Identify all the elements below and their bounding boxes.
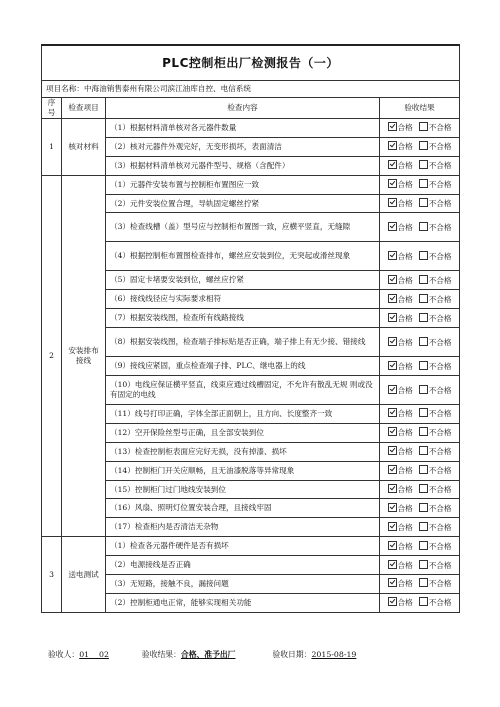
pass-checkbox[interactable] xyxy=(388,560,397,569)
fail-label: 不合格 xyxy=(428,275,452,285)
fail-checkbox[interactable] xyxy=(419,578,428,587)
pass-checkbox[interactable] xyxy=(388,294,397,303)
pass-label: 合格 xyxy=(397,123,413,133)
pass-checkbox[interactable] xyxy=(388,465,397,474)
header-content: 检查内容 xyxy=(106,98,380,119)
pass-label: 合格 xyxy=(397,161,413,171)
report-sheet xyxy=(41,44,459,613)
fail-label: 不合格 xyxy=(428,123,452,133)
fail-checkbox[interactable] xyxy=(419,275,428,284)
fail-checkbox[interactable] xyxy=(419,179,428,188)
pass-checkbox[interactable] xyxy=(388,141,397,150)
pass-label: 合格 xyxy=(397,222,413,232)
fail-label: 不合格 xyxy=(428,503,452,513)
inspector-label: 验收人： xyxy=(48,650,80,659)
fail-label: 不合格 xyxy=(428,199,452,208)
pass-label: 合格 xyxy=(397,199,413,208)
pass-checkbox[interactable] xyxy=(388,408,397,417)
pass-checkbox[interactable] xyxy=(388,198,397,207)
result-cell xyxy=(380,518,460,537)
check-content: （2）元件安装位置合理，导轨固定螺丝拧紧 xyxy=(106,194,380,213)
fail-checkbox[interactable] xyxy=(419,484,428,493)
fail-checkbox[interactable] xyxy=(419,361,428,370)
table-row xyxy=(42,537,460,556)
fail-checkbox[interactable] xyxy=(419,541,428,550)
result-cell xyxy=(380,480,460,499)
table-row xyxy=(42,119,460,138)
pass-checkbox[interactable] xyxy=(388,160,397,169)
pass-label: 合格 xyxy=(397,275,413,285)
fail-label: 不合格 xyxy=(428,294,452,304)
project-name: 项目名称：中海油销售泰州有限公司滨江油库自控、电信系统 xyxy=(42,81,460,98)
result-cell xyxy=(380,556,460,575)
pass-checkbox[interactable] xyxy=(388,385,397,394)
result-label: 验收结果： xyxy=(141,650,181,659)
group-name: 送电测试 xyxy=(62,537,106,613)
fail-checkbox[interactable] xyxy=(419,337,428,346)
pass-checkbox[interactable] xyxy=(388,122,397,131)
fail-label: 不合格 xyxy=(428,541,452,551)
pass-label: 合格 xyxy=(397,313,413,323)
result-cell xyxy=(380,537,460,556)
check-content: （3）根据材料清单核对元器件型号、规格（含配件） xyxy=(106,156,380,175)
check-content: （1）元器件安装布置与控制柜布置图应一致 xyxy=(106,175,380,194)
fail-checkbox[interactable] xyxy=(419,141,428,150)
check-content: （16）风扇、照明灯位置安装合理，且接线牢固 xyxy=(106,499,380,518)
check-content: （2）电源接线是否正确 xyxy=(106,556,380,575)
fail-label: 不合格 xyxy=(428,337,452,347)
group-name: 核对材料 xyxy=(62,119,106,176)
fail-label: 不合格 xyxy=(428,180,452,190)
inspector-value: 01 02 xyxy=(79,650,109,659)
check-content: （1）根据材料清单核对各元器件数量 xyxy=(106,119,380,138)
pass-label: 合格 xyxy=(397,142,413,152)
fail-label: 不合格 xyxy=(428,251,452,261)
result-cell xyxy=(380,175,460,194)
date-value: 2015-08-19 xyxy=(311,650,357,659)
check-content: （1）检查各元器件硬件是否有损坏 xyxy=(106,537,380,556)
result-cell xyxy=(380,575,460,594)
result-cell xyxy=(380,461,460,480)
report-footer xyxy=(48,649,468,660)
table-row xyxy=(42,175,460,194)
fail-label: 不合格 xyxy=(428,447,452,457)
pass-label: 合格 xyxy=(397,337,413,347)
result-cell xyxy=(380,290,460,309)
pass-checkbox[interactable] xyxy=(388,361,397,370)
fail-label: 不合格 xyxy=(428,361,452,371)
check-content: （6）接线线径应与实际要求相符 xyxy=(106,290,380,309)
result-cell xyxy=(380,423,460,442)
check-content: （11）线号打印正确，字体全部正面朝上，且方向、长度整齐一致 xyxy=(106,405,380,424)
fail-checkbox[interactable] xyxy=(419,294,428,303)
fail-checkbox[interactable] xyxy=(419,408,428,417)
pass-label: 合格 xyxy=(397,294,413,304)
fail-checkbox[interactable] xyxy=(419,198,428,207)
fail-checkbox[interactable] xyxy=(419,522,428,531)
result-cell xyxy=(380,328,460,357)
pass-label: 合格 xyxy=(397,522,413,532)
fail-checkbox[interactable] xyxy=(419,313,428,322)
pass-label: 合格 xyxy=(397,560,413,570)
fail-label: 不合格 xyxy=(428,579,452,589)
fail-checkbox[interactable] xyxy=(419,385,428,394)
fail-label: 不合格 xyxy=(428,161,452,171)
check-content: （2）核对元器件外观完好，无变形损坏，表面清洁 xyxy=(106,137,380,156)
result-cell xyxy=(380,242,460,271)
date-label: 验收日期： xyxy=(272,650,312,659)
report-table xyxy=(41,44,460,613)
fail-label: 不合格 xyxy=(428,409,452,419)
check-content: （3）检查线槽（盖）型号应与控制柜布置图一致，应横平竖直，无缝隙 xyxy=(106,213,380,242)
result-cell xyxy=(380,271,460,290)
fail-checkbox[interactable] xyxy=(419,446,428,455)
fail-label: 不合格 xyxy=(428,222,452,232)
check-content: （7）根据安装线图，检查所有线路接线 xyxy=(106,309,380,328)
check-content: （8）根据安装线图，检查端子排标贴是否正确，端子排上有无少接、错接线 xyxy=(106,328,380,357)
pass-checkbox[interactable] xyxy=(388,427,397,436)
fail-label: 不合格 xyxy=(428,522,452,532)
result-cell xyxy=(380,213,460,242)
group-name: 安装排布接线 xyxy=(62,175,106,537)
pass-label: 合格 xyxy=(397,361,413,371)
pass-checkbox[interactable] xyxy=(388,313,397,322)
pass-checkbox[interactable] xyxy=(388,597,397,606)
fail-checkbox[interactable] xyxy=(419,122,428,131)
result-cell xyxy=(380,119,460,138)
pass-label: 合格 xyxy=(397,385,413,395)
check-content: （17）检查柜内是否清洁无杂物 xyxy=(106,518,380,537)
pass-label: 合格 xyxy=(397,251,413,261)
fail-checkbox[interactable] xyxy=(419,465,428,474)
fail-label: 不合格 xyxy=(428,385,452,395)
check-content: （13）检查控制柜表面应完好无损，没有掉漆、损坏 xyxy=(106,442,380,461)
result-cell xyxy=(380,156,460,175)
pass-label: 合格 xyxy=(397,579,413,589)
result-cell xyxy=(380,194,460,213)
fail-checkbox[interactable] xyxy=(419,222,428,231)
pass-checkbox[interactable] xyxy=(388,578,397,587)
check-content: （5）固定卡堵要安装到位，螺丝应拧紧 xyxy=(106,271,380,290)
pass-label: 合格 xyxy=(397,503,413,513)
check-content: （12）空开保险丝型号正确，且全部安装到位 xyxy=(106,423,380,442)
fail-label: 不合格 xyxy=(428,313,452,323)
fail-checkbox[interactable] xyxy=(419,597,428,606)
check-content: （2）控制柜通电正常，能够实现相关功能 xyxy=(106,593,380,612)
group-seq: 1 xyxy=(42,119,62,176)
result-cell xyxy=(380,357,460,376)
result-cell xyxy=(380,376,460,405)
result-cell xyxy=(380,405,460,424)
group-seq: 3 xyxy=(42,537,62,613)
pass-checkbox[interactable] xyxy=(388,337,397,346)
header-result: 验收结果 xyxy=(380,98,460,119)
pass-label: 合格 xyxy=(397,180,413,190)
fail-checkbox[interactable] xyxy=(419,251,428,260)
pass-label: 合格 xyxy=(397,447,413,457)
pass-checkbox[interactable] xyxy=(388,522,397,531)
group-seq: 2 xyxy=(42,175,62,537)
pass-label: 合格 xyxy=(397,541,413,551)
check-content: （10）电线应保证横平竖直，线束应通过线槽固定，不允许有散乱无规 则或没有固定的电线 xyxy=(106,376,380,405)
pass-label: 合格 xyxy=(397,485,413,495)
check-content: （15）控制柜门过门地线安装到位 xyxy=(106,480,380,499)
result-cell xyxy=(380,593,460,612)
pass-checkbox[interactable] xyxy=(388,251,397,260)
pass-label: 合格 xyxy=(397,409,413,419)
fail-label: 不合格 xyxy=(428,428,452,438)
fail-checkbox[interactable] xyxy=(419,560,428,569)
check-content: （4）根据控制柜布置图检查排布，螺丝应安装到位，无突起或滑丝现象 xyxy=(106,242,380,271)
pass-label: 合格 xyxy=(397,428,413,438)
check-content: （3）无短路，接触不良，漏接问题 xyxy=(106,575,380,594)
pass-checkbox[interactable] xyxy=(388,541,397,550)
result-cell xyxy=(380,499,460,518)
pass-checkbox[interactable] xyxy=(388,503,397,512)
result-cell xyxy=(380,309,460,328)
fail-checkbox[interactable] xyxy=(419,427,428,436)
report-title: PLC控制柜出厂检测报告（一） xyxy=(42,45,460,81)
pass-label: 合格 xyxy=(397,598,413,608)
header-item: 检查项目 xyxy=(62,98,106,119)
fail-label: 不合格 xyxy=(428,560,452,570)
header-seq: 序号 xyxy=(42,98,62,119)
pass-checkbox[interactable] xyxy=(388,446,397,455)
pass-checkbox[interactable] xyxy=(388,179,397,188)
fail-label: 不合格 xyxy=(428,142,452,152)
pass-label: 合格 xyxy=(397,466,413,476)
fail-label: 不合格 xyxy=(428,598,452,608)
fail-label: 不合格 xyxy=(428,466,452,476)
check-content: （9）接线应紧固，重点检查端子排、PLC、继电器上的线 xyxy=(106,357,380,376)
pass-checkbox[interactable] xyxy=(388,222,397,231)
check-content: （14）控制柜门开关应顺畅，且无油漆脱落等异常现象 xyxy=(106,461,380,480)
result-value: 合格、准予出厂 xyxy=(180,650,236,659)
fail-checkbox[interactable] xyxy=(419,503,428,512)
fail-label: 不合格 xyxy=(428,485,452,495)
result-cell xyxy=(380,137,460,156)
result-cell xyxy=(380,442,460,461)
fail-checkbox[interactable] xyxy=(419,160,428,169)
pass-checkbox[interactable] xyxy=(388,275,397,284)
pass-checkbox[interactable] xyxy=(388,484,397,493)
